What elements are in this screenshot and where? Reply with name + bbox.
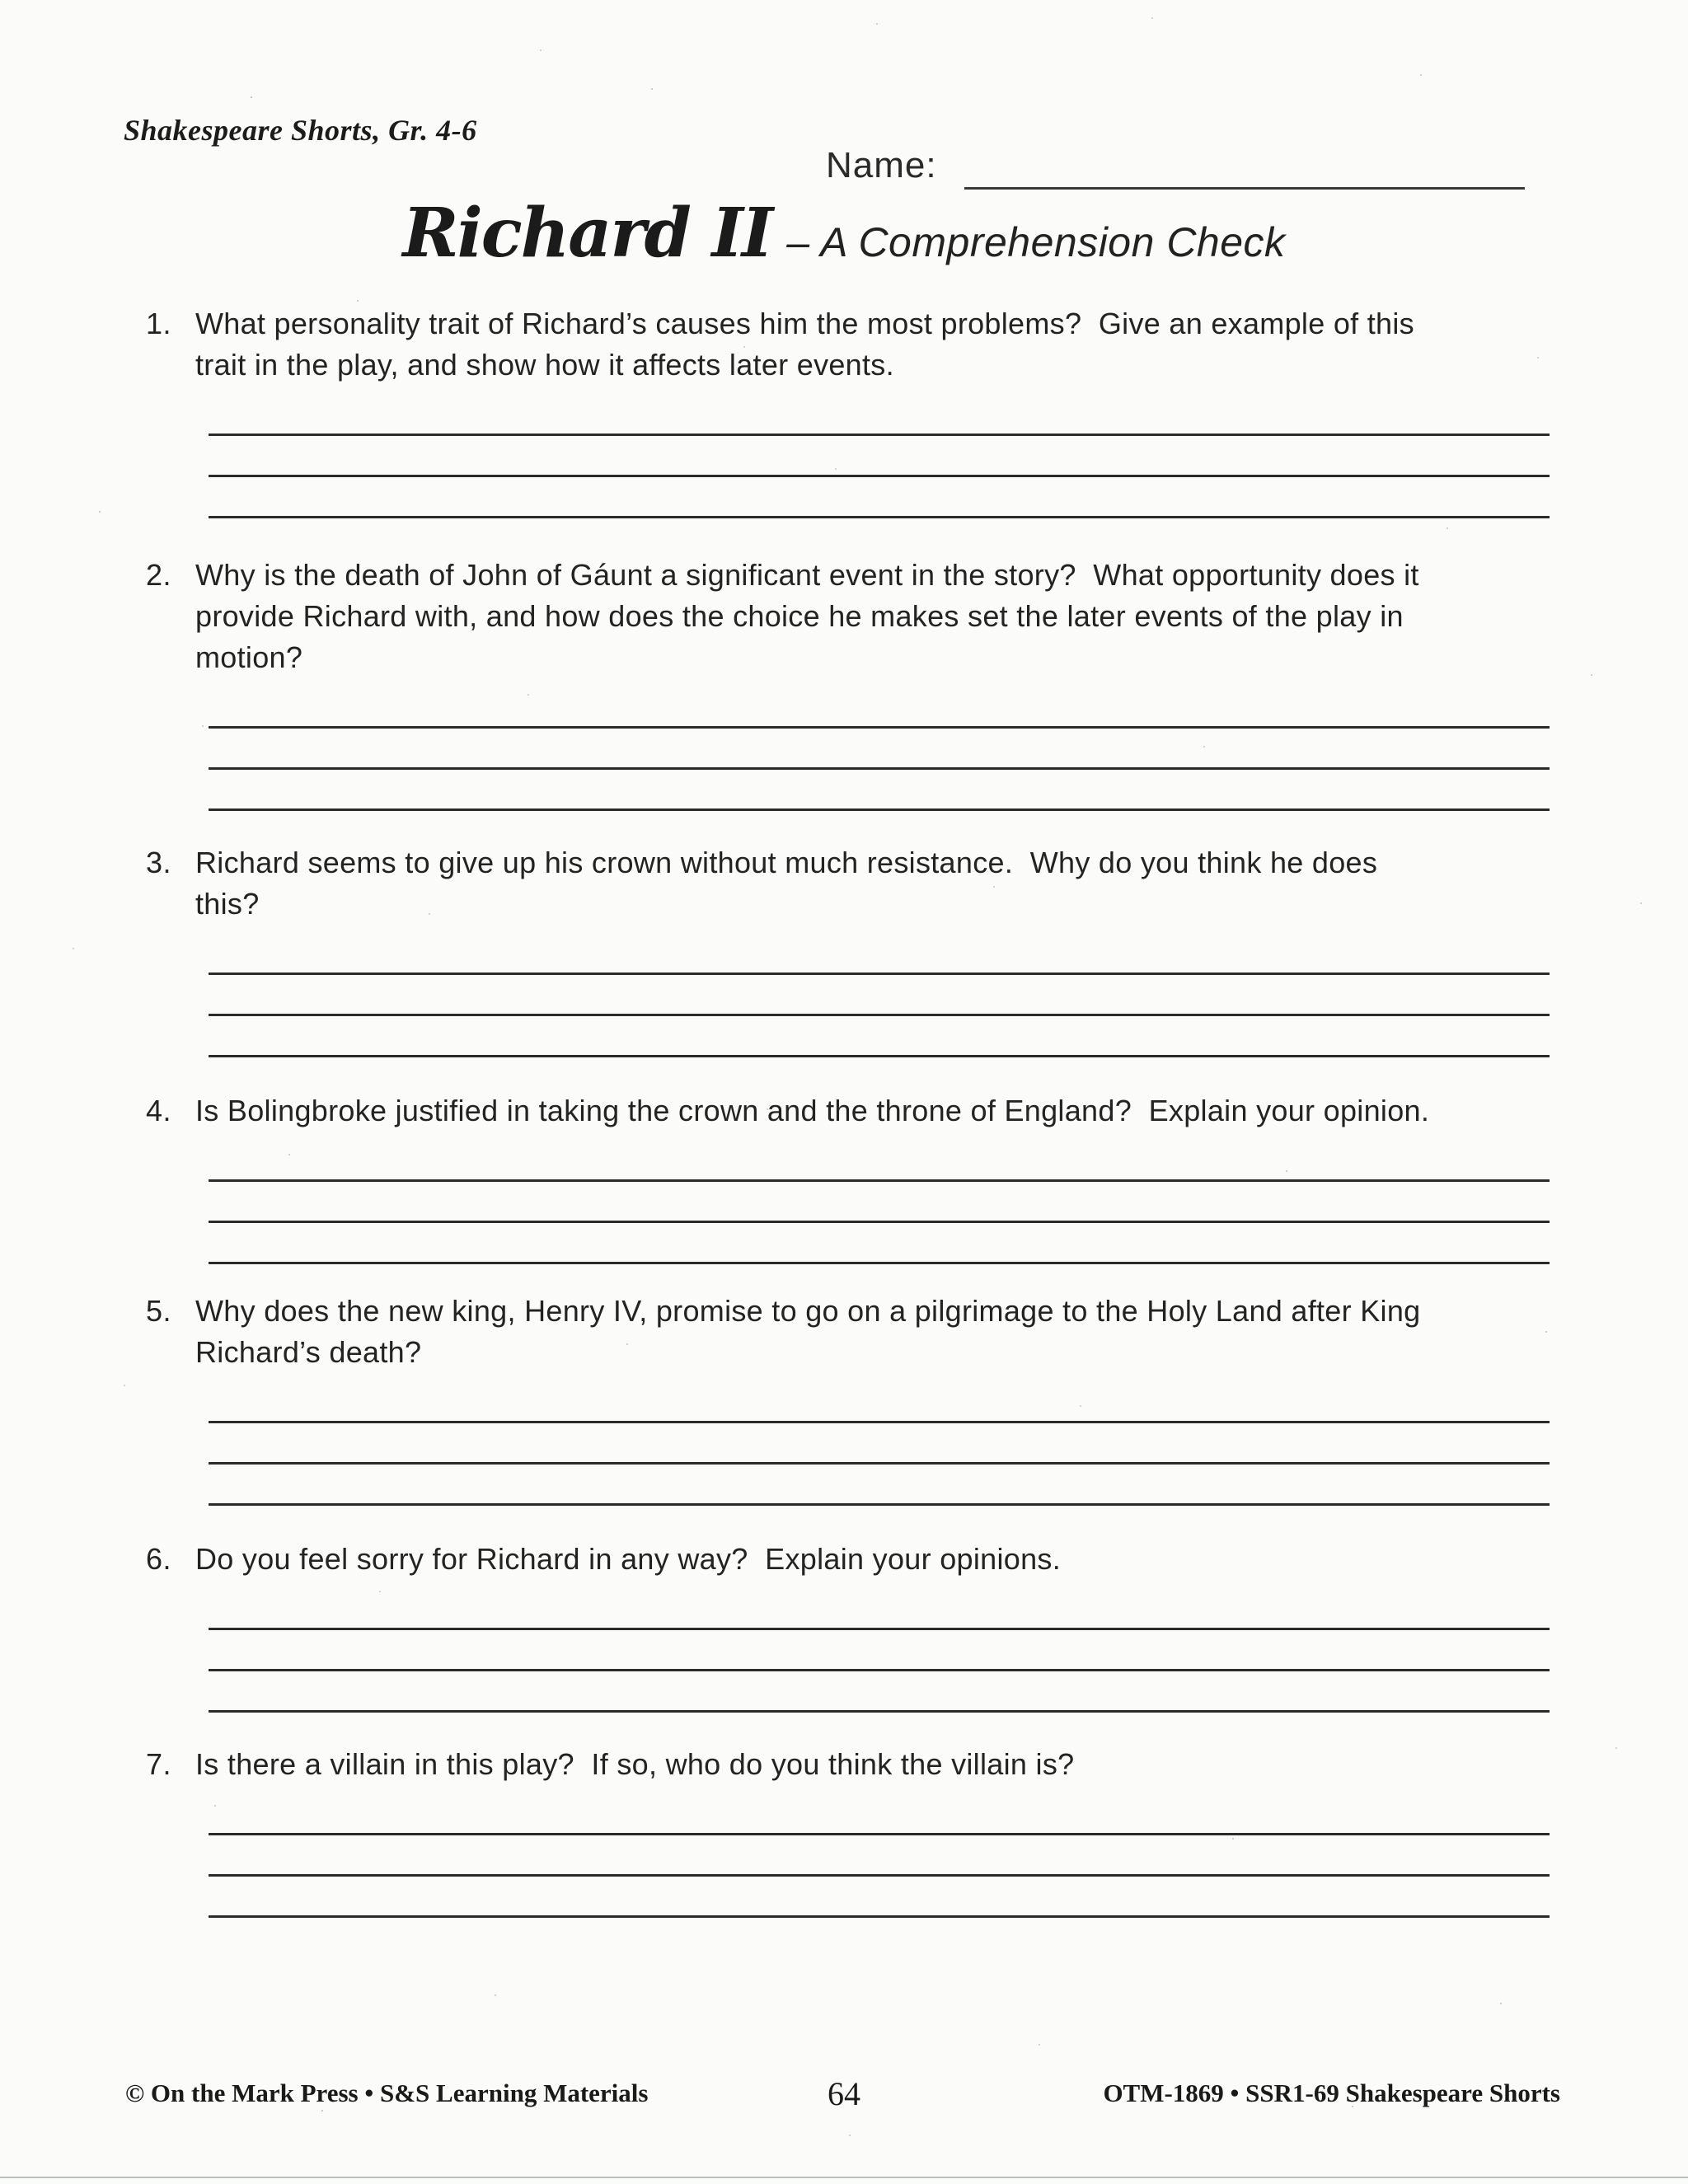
answer-blank-line [209, 1016, 1550, 1057]
answer-blank-line [209, 1835, 1550, 1877]
question-body [195, 303, 1550, 518]
answer-blank-line [209, 1465, 1550, 1506]
answer-blank-line [209, 687, 1550, 729]
answer-blank-line [209, 1382, 1550, 1423]
question-text-line: Richard’s death? [195, 1335, 422, 1369]
question-text-line: What personality trait of Richard’s causes him the most problems? Give an example of this [195, 307, 1414, 340]
question-text-line: provide Richard with, and how does the choice he makes set the later events of the play in [195, 599, 1404, 633]
question-body [195, 555, 1550, 811]
question-item [140, 303, 1550, 518]
question-text-line: Richard seems to give up his crown without much resistance. Why do you think he does [195, 846, 1378, 879]
question-number: 4. [146, 1094, 172, 1127]
question-number: 5. [146, 1294, 172, 1328]
question-text-line: Is Bolingbroke justified in taking the crown and the throne of England? Explain your opinion. [195, 1094, 1430, 1127]
answer-blank-line [209, 1423, 1550, 1465]
question-number: 3. [146, 846, 172, 879]
footer-page-number: 64 [828, 2075, 860, 2112]
answer-blank-line [209, 975, 1550, 1016]
answer-blank-line [209, 436, 1550, 477]
answer-blank-line [209, 1877, 1550, 1918]
question-text-line: trait in the play, and show how it affects later events. [195, 348, 894, 382]
question-number: 2. [146, 558, 172, 592]
question-text-line: Why does the new king, Henry IV, promise to go on a pilgrimage to the Holy Land after King [195, 1294, 1421, 1328]
question-number: 1. [146, 307, 172, 340]
answer-blank-line [209, 477, 1550, 518]
answer-lines [209, 687, 1550, 811]
question-body [195, 1744, 1550, 1918]
question-item [140, 1090, 1550, 1264]
question-body [195, 842, 1550, 1057]
question-text-line: Do you feel sorry for Richard in any way? Explain your opinions. [195, 1542, 1061, 1576]
answer-blank-line [209, 1223, 1550, 1264]
question-text-line: Why is the death of John of Gáunt a significant event in the story? What opportunity does it [195, 558, 1419, 592]
question-text [195, 1090, 1550, 1132]
question-number: 7. [146, 1747, 172, 1781]
question-text [195, 555, 1550, 678]
question-body [195, 1539, 1550, 1713]
question-text-line: this? [195, 887, 260, 921]
footer-publisher: © On the Mark Press • S&S Learning Materials [125, 2079, 649, 2107]
answer-blank-line [209, 1794, 1550, 1835]
question-text [195, 1291, 1550, 1373]
question-item [140, 842, 1550, 1057]
answer-blank-line [209, 1589, 1550, 1630]
answer-blank-line [209, 1141, 1550, 1182]
question-text-line: Is there a villain in this play? If so, who do you think the villain is? [195, 1747, 1075, 1781]
question-item [140, 555, 1550, 811]
question-text [195, 842, 1550, 925]
question-text-line: motion? [195, 640, 303, 674]
answer-blank-line [209, 1671, 1550, 1713]
worksheet-subtitle: – A Comprehension Check [786, 219, 1286, 265]
question-body [195, 1291, 1550, 1506]
answer-blank-line [209, 729, 1550, 770]
answer-lines [209, 934, 1550, 1057]
answer-lines [209, 1382, 1550, 1506]
answer-lines [209, 1589, 1550, 1713]
question-body [195, 1090, 1550, 1264]
name-label: Name: [826, 145, 937, 185]
answer-lines [209, 1794, 1550, 1918]
question-item [140, 1539, 1550, 1713]
scan-bottom-edge [0, 2177, 1688, 2178]
answer-blank-line [209, 770, 1550, 811]
question-text [195, 1744, 1550, 1785]
question-item [140, 1291, 1550, 1506]
answer-lines [209, 395, 1550, 518]
page-footer [0, 2076, 1688, 2117]
answer-lines [209, 1141, 1550, 1264]
question-number: 6. [146, 1542, 172, 1576]
question-item [140, 1744, 1550, 1918]
answer-blank-line [209, 934, 1550, 975]
answer-blank-line [209, 395, 1550, 436]
worksheet-title: Richard II [402, 194, 772, 273]
question-text [195, 1539, 1550, 1580]
series-label: Shakespeare Shorts, Gr. 4-6 [124, 114, 477, 147]
answer-blank-line [209, 1630, 1550, 1671]
question-text [195, 303, 1550, 386]
answer-blank-line [209, 1182, 1550, 1223]
footer-product-code: OTM-1869 • SSR1-69 Shakespeare Shorts [1103, 2079, 1560, 2107]
